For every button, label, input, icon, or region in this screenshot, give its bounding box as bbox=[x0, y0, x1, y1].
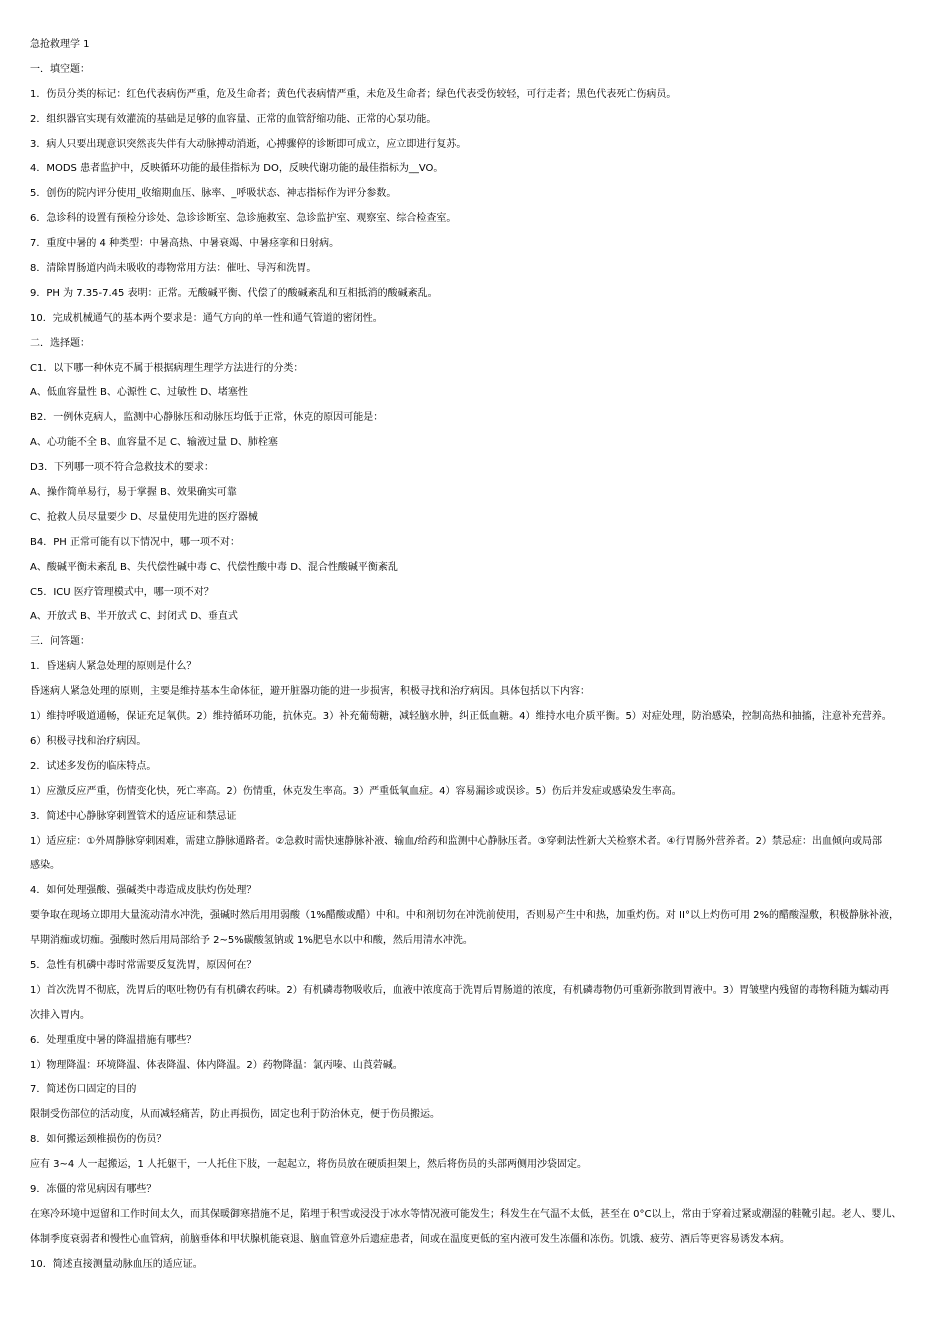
qa-question-5: 5．急性有机磷中毒时常需要反复洗胃，原因何在？ bbox=[30, 959, 257, 971]
section-heading-fill-in: 一．填空题： bbox=[30, 63, 90, 75]
choice-options-1: A、低血容量性 B、心源性 C、过敏性 D、堵塞性 bbox=[30, 387, 248, 399]
qa-question-1: 1．昏迷病人紧急处理的原则是什么？ bbox=[30, 661, 197, 673]
qa-answer-3a: 1）适应症：①外周静脉穿刺困难，需建立静脉通路者。②急救时需快速静脉补液、输血/给药和监测中心静脉压者。③穿刺法性新大关检察术者。④行胃肠外营养者。2）禁忌症：出血倾向或局部 bbox=[30, 835, 882, 847]
fill-item-4: 4．MODS 患者监护中，反映循环功能的最佳指标为 DO，反映代谢功能的最佳指标为__VO。 bbox=[30, 163, 444, 175]
fill-item-3: 3．病人只要出现意识突然丧失伴有大动脉搏动消逝，心搏骤停的诊断即可成立，应立即进行复苏。 bbox=[30, 138, 467, 150]
qa-answer-9b: 体制季度衰弱者和慢性心血管病，前脑垂体和甲状腺机能衰退、脑血管意外后遗症患者，间或在温度更低的室内液可发生冻僵和冻伤。饥饿、疲劳、酒后等更容易诱发本病。 bbox=[30, 1233, 790, 1245]
fill-item-9: 9．PH 为 7.35-7.45 表明：正常。无酸碱平衡、代偿了的酸碱紊乱和互相抵消的酸碱紊乱。 bbox=[30, 287, 438, 299]
choice-options-5: A、开放式 B、半开放式 C、封闭式 D、垂直式 bbox=[30, 611, 238, 623]
section-heading-qa: 三．问答题： bbox=[30, 636, 90, 648]
qa-answer-3b: 感染。 bbox=[30, 860, 60, 872]
choice-question-2: B2．一例休克病人，监测中心静脉压和动脉压均低于正常，休克的原因可能是： bbox=[30, 412, 384, 424]
qa-question-3: 3．简述中心静脉穿刺置管术的适应证和禁忌证 bbox=[30, 810, 237, 822]
qa-question-6: 6．处理重度中暑的降温措施有哪些？ bbox=[30, 1034, 197, 1046]
qa-answer-7: 限制受伤部位的活动度，从而减轻痛苦，防止再损伤，固定也利于防治休克，便于伤员搬运。 bbox=[30, 1109, 440, 1121]
qa-question-4: 4．如何处理强酸、强碱类中毒造成皮肤灼伤处理？ bbox=[30, 885, 257, 897]
qa-answer-6: 1）物理降温：环境降温、体表降温、体内降温。2）药物降温：氯丙嗪、山莨菪碱。 bbox=[30, 1059, 403, 1071]
section-heading-choice: 二．选择题： bbox=[30, 337, 90, 349]
fill-item-7: 7．重度中暑的 4 种类型：中暑高热、中暑衰竭、中暑痉挛和日射病。 bbox=[30, 238, 340, 250]
fill-item-1: 1．伤员分类的标记：红色代表病伤严重，危及生命者；黄色代表病情严重，未危及生命者；绿色代表受伤较轻，可行走者；黑色代表死亡伤病员。 bbox=[30, 88, 677, 100]
fill-item-10: 10．完成机械通气的基本两个要求是：通气方向的单一性和通气管道的密闭性。 bbox=[30, 312, 383, 324]
choice-options-3b: C、抢救人员尽量要少 D、尽量使用先进的医疗器械 bbox=[30, 511, 258, 523]
qa-answer-9a: 在寒冷环境中逗留和工作时间太久，而其保暖御寒措施不足，陷埋于积雪或浸没于冰水等情况液可能发生；科发生在气温不太低，甚至在 0°C以上，常由于穿着过紧或潮湿的鞋靴引起。老人、婴儿、 bbox=[30, 1208, 902, 1220]
choice-question-1: C1．以下哪一种休克不属于根据病理生理学方法进行的分类： bbox=[30, 362, 304, 374]
fill-item-6: 6．急诊科的设置有预检分诊处、急诊诊断室、急诊施救室、急诊监护室、观察室、综合检查室。 bbox=[30, 213, 457, 225]
qa-answer-5a: 1）首次洗胃不彻底，洗胃后的呕吐物仍有有机磷农药味。2）有机磷毒物吸收后，血液中浓度高于洗胃后胃肠道的浓度，有机磷毒物仍可重新弥散到胃液中。3）胃皱壁内残留的毒物科随为蠕动再 bbox=[30, 984, 890, 996]
fill-item-2: 2．组织器官实现有效灌流的基础是足够的血容量、正常的血管舒缩功能、正常的心泵功能。 bbox=[30, 113, 437, 125]
qa-question-10: 10．简述直接测量动脉血压的适应证。 bbox=[30, 1258, 203, 1270]
qa-answer-5b: 次排入胃内。 bbox=[30, 1009, 90, 1021]
qa-question-9: 9．冻僵的常见病因有哪些？ bbox=[30, 1183, 157, 1195]
choice-question-4: B4．PH 正常可能有以下情况中，哪一项不对： bbox=[30, 536, 240, 548]
choice-question-3: D3．下列哪一项不符合急救技术的要求： bbox=[30, 462, 215, 474]
choice-options-4: A、酸碱平衡未紊乱 B、失代偿性碱中毒 C、代偿性酸中毒 D、混合性酸碱平衡紊乱 bbox=[30, 561, 398, 573]
choice-options-2: A、心功能不全 B、血容量不足 C、输液过量 D、肺栓塞 bbox=[30, 437, 278, 449]
qa-question-8: 8．如何搬运颈椎损伤的伤员？ bbox=[30, 1134, 167, 1146]
document-body bbox=[30, 39, 922, 1284]
fill-item-5: 5．创伤的院内评分使用_收缩期血压、脉率、_呼吸状态、神志指标作为评分参数。 bbox=[30, 188, 397, 200]
qa-answer-1b: 1）维持呼吸道通畅，保证充足氧供。2）维持循环功能，抗休克。3）补充葡萄糖，减轻脑水肿，纠正低血糖。4）维持水电介质平衡。5）对症处理，防治感染，控制高热和抽搐，注意补充营养。 bbox=[30, 711, 892, 723]
qa-question-7: 7．简述伤口固定的目的 bbox=[30, 1084, 137, 1096]
qa-answer-8: 应有 3~4 人一起搬运，1 人托躯干，一人托住下肢，一起起立，将伤员放在硬质担架上，然后将伤员的头部两侧用沙袋固定。 bbox=[30, 1159, 588, 1171]
choice-options-3a: A、操作简单易行，易于掌握 B、效果确实可靠 bbox=[30, 487, 237, 499]
qa-answer-4a: 要争取在现场立即用大量流动清水冲洗，强碱时然后用用弱酸（1%醋酸或醋）中和。中和剂切勿在冲洗前使用，否则易产生中和热，加重灼伤。对 II°以上灼伤可用 2%的醋酸湿敷，积极静脉补液， bbox=[30, 910, 899, 922]
qa-answer-4b: 早期消痂或切痂。强酸时然后用局部给予 2~5%碳酸氢钠或 1%肥皂水以中和酸，然后用清水冲洗。 bbox=[30, 935, 473, 947]
choice-question-5: C5．ICU 医疗管理模式中，哪一项不对？ bbox=[30, 586, 214, 598]
qa-question-2: 2．试述多发伤的临床特点。 bbox=[30, 760, 157, 772]
fill-item-8: 8．清除胃肠道内尚未吸收的毒物常用方法：催吐、导泻和洗胃。 bbox=[30, 263, 317, 275]
qa-answer-1a: 昏迷病人紧急处理的原则，主要是维持基本生命体征，避开脏器功能的进一步损害，积极寻找和治疗病因。具体包括以下内容： bbox=[30, 686, 590, 698]
qa-answer-2: 1）应激反应严重，伤情变化快，死亡率高。2）伤情重，休克发生率高。3）严重低氧血症。4）容易漏诊或误诊。5）伤后并发症或感染发生率高。 bbox=[30, 785, 682, 797]
document-title: 急抢救理学 1 bbox=[30, 39, 90, 50]
qa-answer-1c: 6）积极寻找和治疗病因。 bbox=[30, 735, 147, 747]
